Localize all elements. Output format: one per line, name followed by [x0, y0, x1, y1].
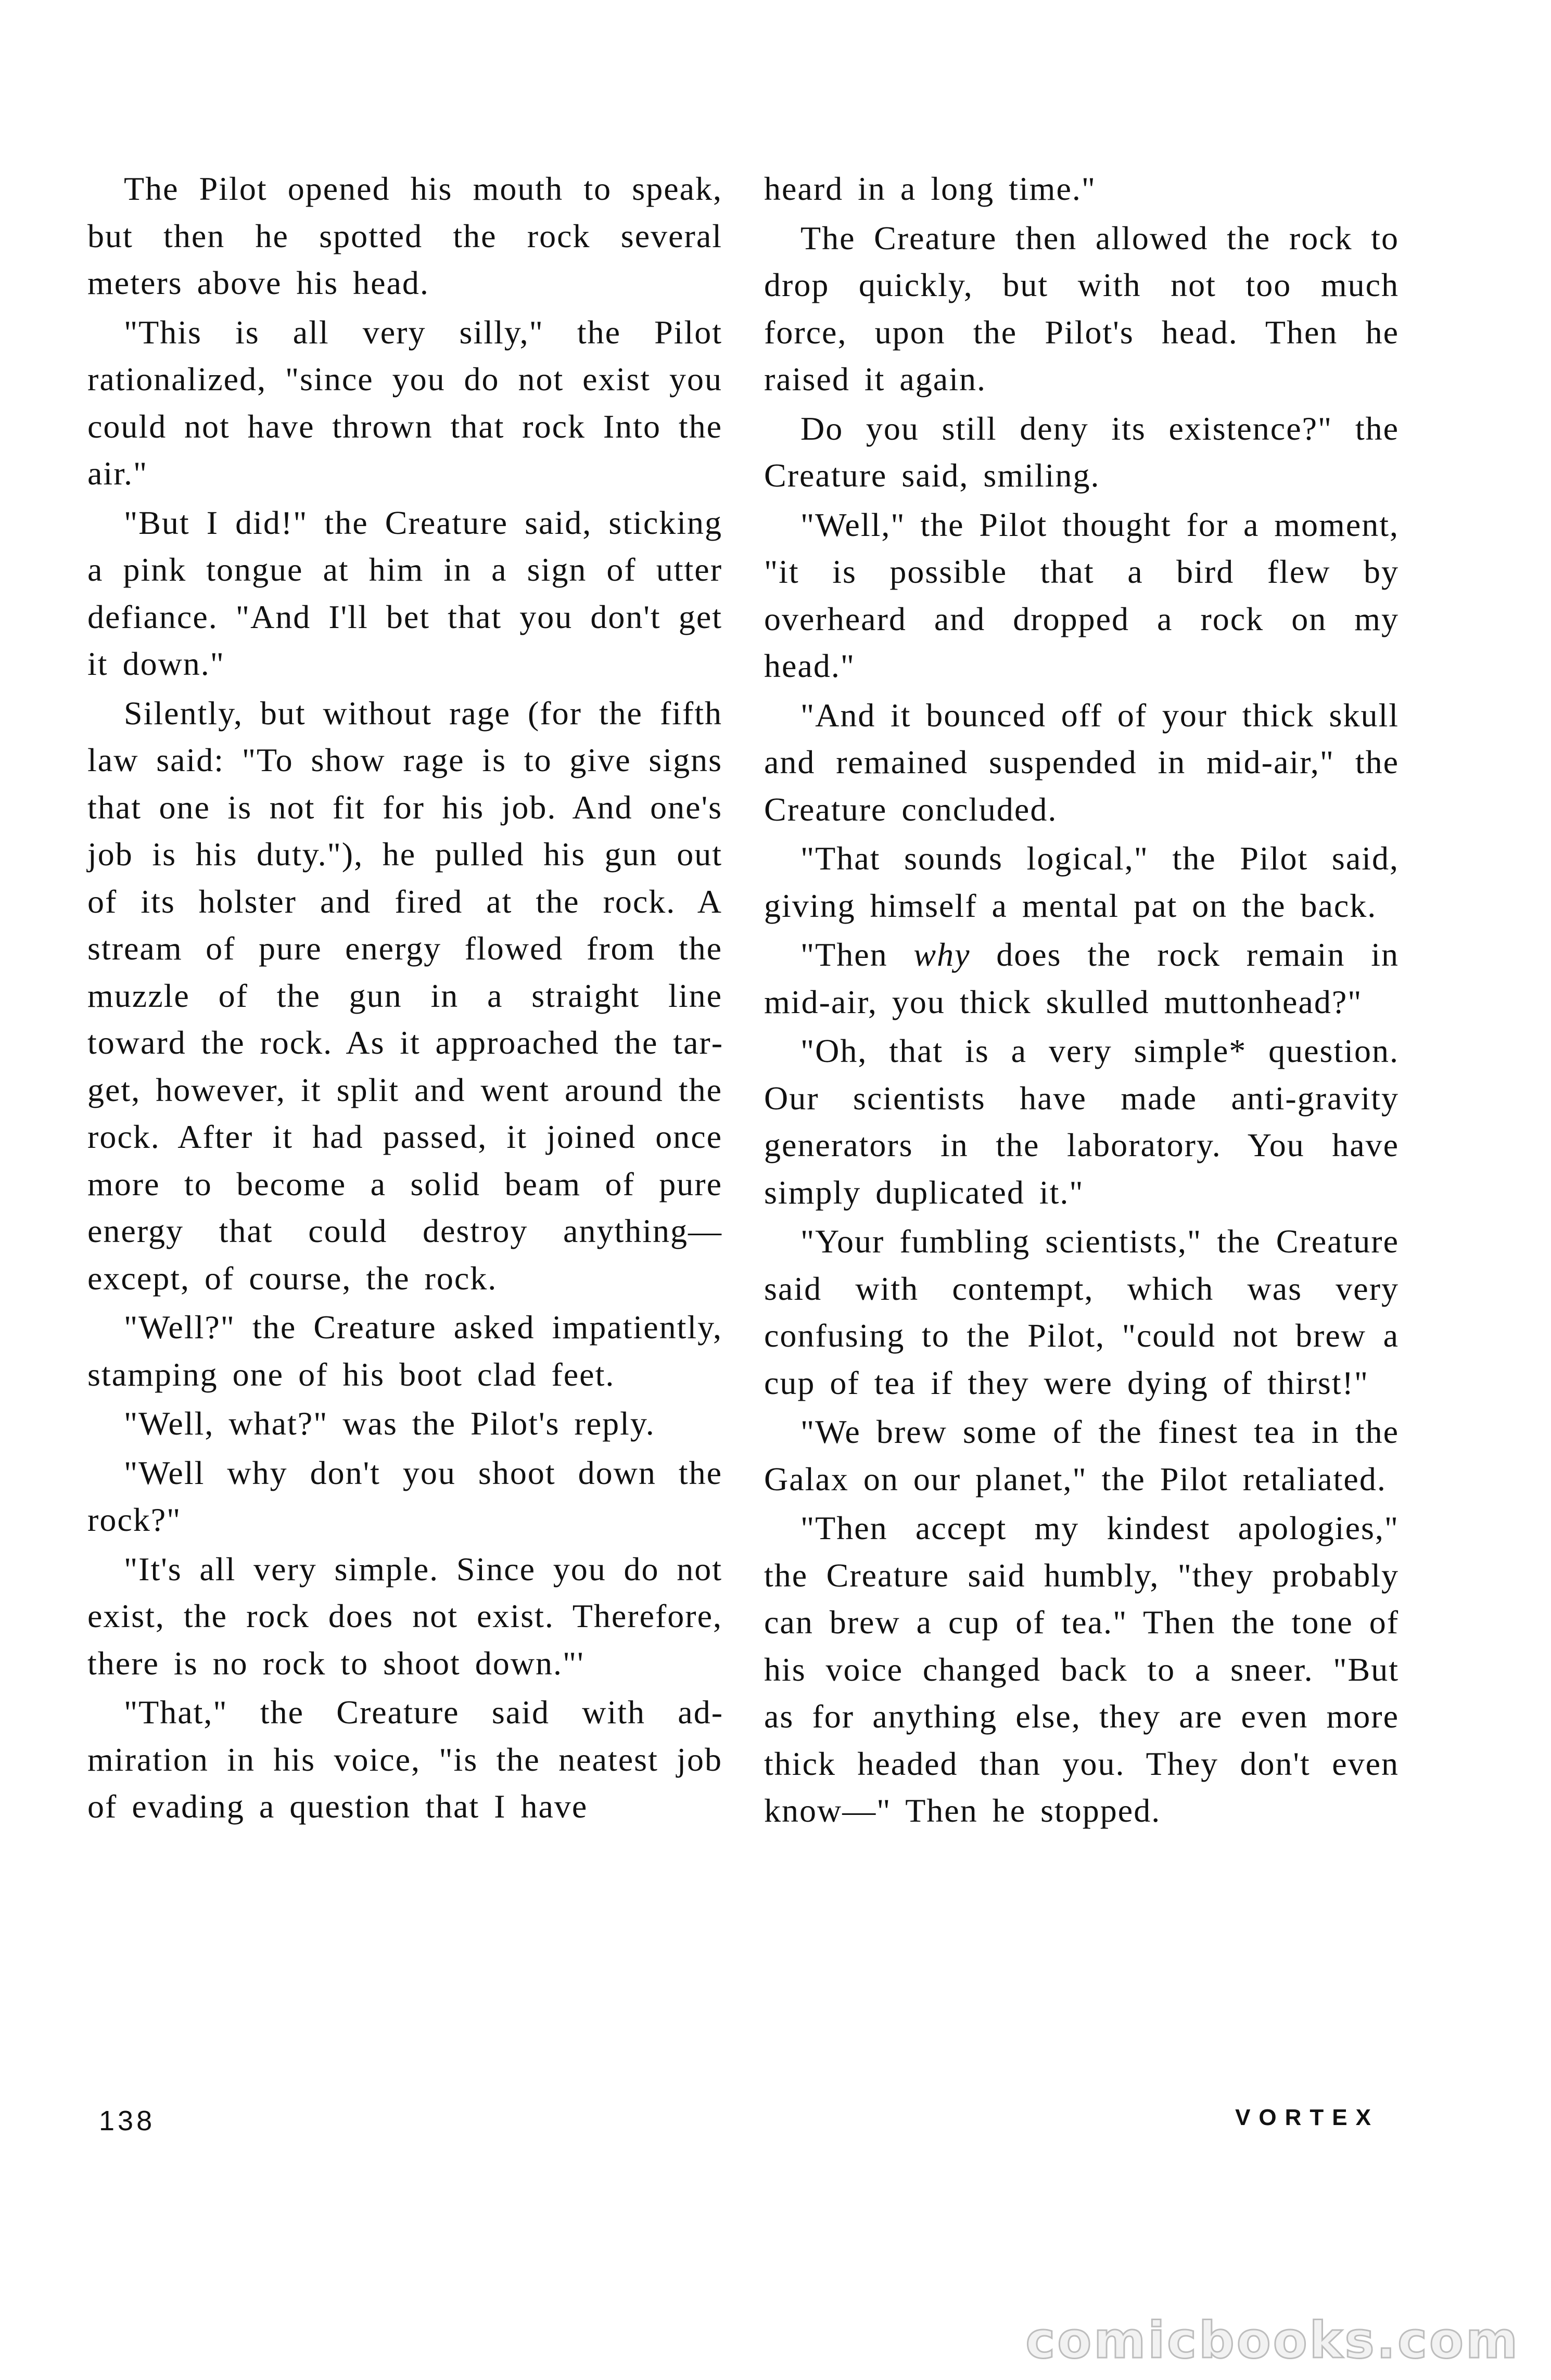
paragraph: Do you still deny its existence?" the Creature said, smiling. [764, 410, 1399, 494]
paragraph: The Pilot opened his mouth to speak, but then he spotted the rock several meters above his head. [87, 170, 722, 301]
paragraph: "That sounds logical," the Pilot said, giving himself a mental pat on the back. [764, 840, 1399, 924]
text-run: does the rock remain in mid-air, you thick skulled muttonhead?" [764, 936, 1399, 1020]
page-number: 138 [99, 2105, 156, 2136]
paragraph: "But I did!" the Creature said, sticking a pink tongue at him in a sign of utter defiance. "And I'll bet that you don't get it down." [87, 504, 722, 682]
paragraph: "This is all very silly," the Pilot rationalized, "since you do not exist you could not have thrown that rock Into the air." [87, 313, 722, 492]
left-text-column [87, 165, 722, 1833]
publication-name: VORTEX [1235, 2105, 1379, 2130]
paragraph: Silently, but without rage (for the fifth law said: "To show rage is to give signs that one is not fit for his job. And one's job is his duty."), he pulled his gun out of its holster and fired at the rock. A stream of pure energy flowed from the muzzle of the gun in a straight line toward the rock. As it approached the target, however, it split and went around the rock. After it had passed, it joined once more to become a solid beam of pure energy that could destroy anything—except, of course, the rock. [87, 694, 722, 1297]
watermark-logo: comicbooks.com [1025, 2311, 1520, 2370]
paragraph: "That," the Creature said with admiration in his voice, "is the neatest job of evading a question that I have [87, 1694, 722, 1825]
paragraph: "It's all very simple. Since you do not exist, the rock does not exist. Therefore, there is no rock to shoot down."' [87, 1550, 722, 1682]
paragraph: "Oh, that is a very simple* question. Our scientists have made anti-gravity generators in the laboratory. You have simply duplicated it." [764, 1032, 1399, 1211]
paragraph: "We brew some of the finest tea in the Galax on our planet," the Pilot retaliated. [764, 1413, 1399, 1498]
text-run: "Then [800, 936, 914, 973]
continued-paragraph: heard in a long time." [764, 170, 1096, 207]
paragraph: "Well why don't you shoot down the rock?" [87, 1454, 722, 1538]
paragraph: "And it bounced off of your thick skull and remained suspended in mid-air," the Creature concluded. [764, 696, 1399, 828]
paragraph-with-emphasis [764, 931, 1399, 1026]
paragraph: "Your fumbling scientists," the Creature said with contempt, which was very confusing to the Pilot, "could not brew a cup of tea if they were dying of thirst!" [764, 1223, 1399, 1401]
paragraph: The Creature then allowed the rock to drop quickly, but with not too much force, upon the Pilot's head. Then he raised it again. [764, 219, 1399, 398]
paragraph: "Well?" the Creature asked impatiently, stamping one of his boot clad feet. [87, 1309, 722, 1393]
paragraph: "Then accept my kindest apologies," the Creature said humbly, "they probably can brew a cup of tea." Then the tone of his voice changed back to a sneer. "But as for anything else, they are even more thick headed than you. They don't even know—" Then he stopped. [764, 1509, 1399, 1829]
paragraph: "Well," the Pilot thought for a moment, "it is possible that a bird flew by overheard and dropped a rock on my head." [764, 506, 1399, 684]
emphasis-text: why [913, 936, 971, 973]
right-text-column [764, 165, 1399, 1837]
paragraph: "Well, what?" was the Pilot's reply. [124, 1405, 655, 1442]
